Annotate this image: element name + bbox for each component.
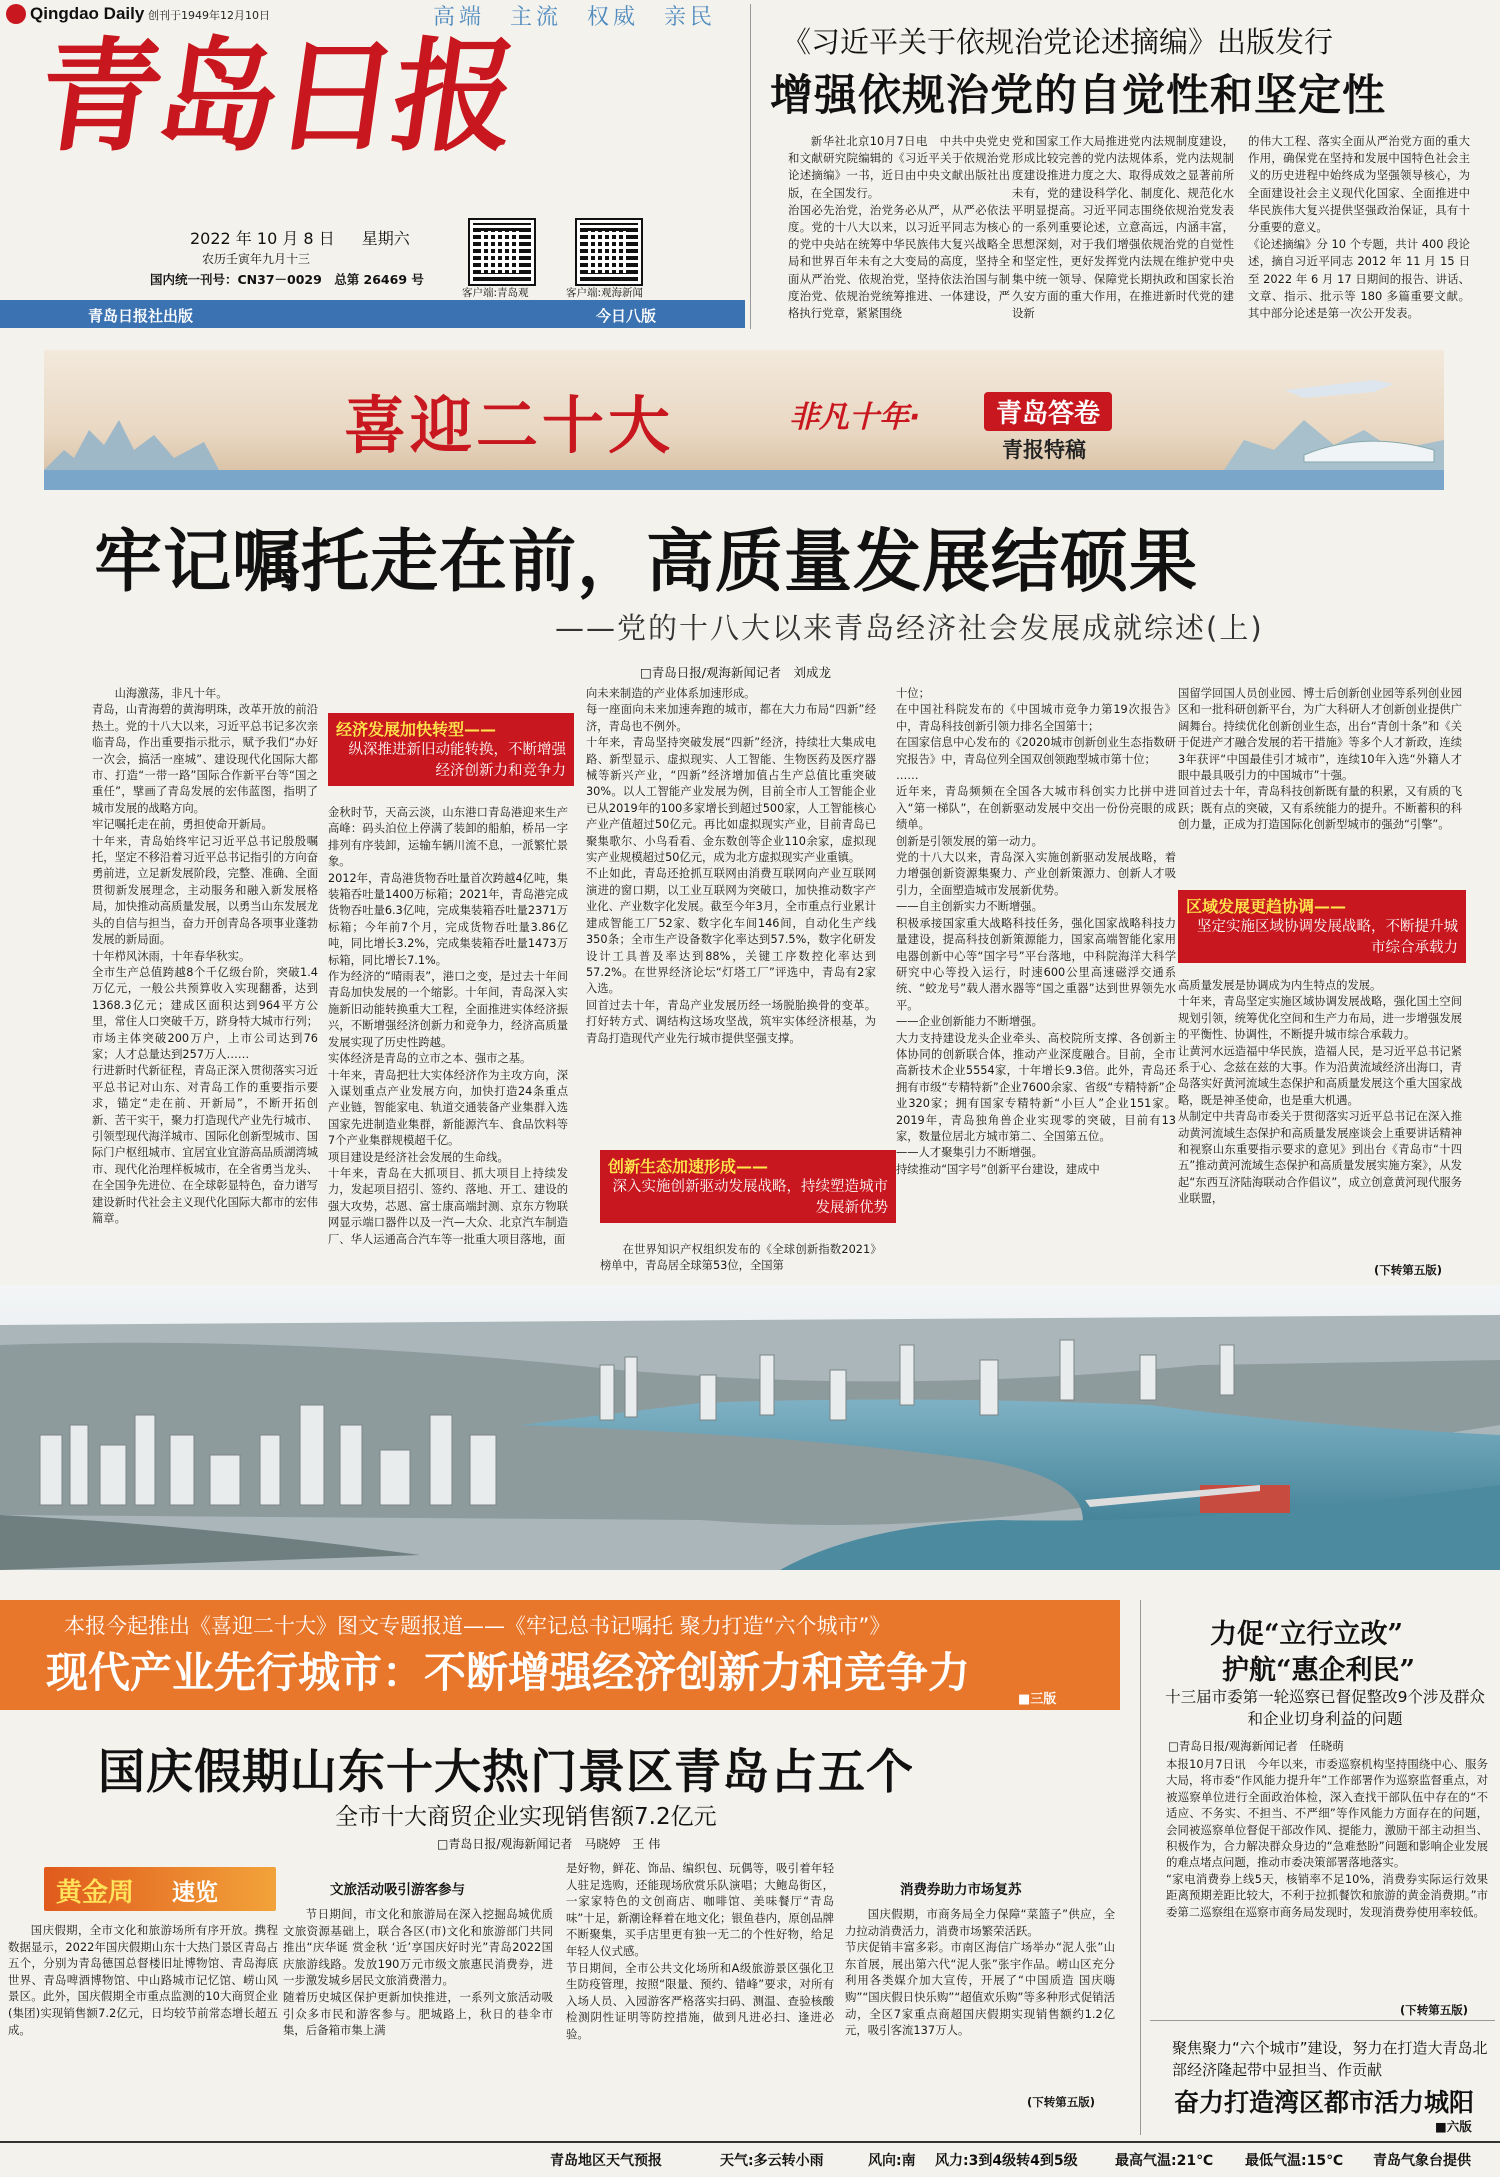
- weather-low: 最低气温:15℃: [1245, 2153, 1344, 2169]
- weather-bar: [0, 2141, 1500, 2177]
- side-subhead: 十三届市委第一轮巡察已督促整改9个涉及群众和企业切身利益的问题: [1165, 1688, 1485, 1728]
- holiday-col-1: 国庆假期，全市文化和旅游场所有序开放。携程数据显示，2022年国庆假期山东十大热门景区青岛占五个，分别为青岛德国总督楼旧址博物馆、青岛海底世界、青岛啤酒博物馆、中山路城市记忆馆、崂山风景区。此外，国庆假期全市重点监测的10大商贸企业(集团)实现销售额7.2亿元，日均较节前常态增长超五成。: [8, 1923, 278, 2037]
- side-box-page: ■六版: [1435, 2119, 1472, 2134]
- issn: 国内统一刊号：CN37－0029: [150, 272, 322, 287]
- lead-byline: □青岛日报/观海新闻记者 刘成龙: [640, 665, 832, 680]
- masthead-en-name: Qingdao Daily: [30, 4, 145, 23]
- banner-skyline: [44, 350, 1444, 490]
- weather-source: 青岛气象台提供: [1373, 2153, 1471, 2169]
- lead-col-3: 向未来制造的产业体系加速形成。 每一座面向未来加速奔跑的城市，都在大力布局“四新”经济，青岛也不例外。 十年来，青岛坚持突破发展“四新”经济，持续壮大集成电路、新型显示、虚拟现实、人工智能、生物医药及医疗器械等新兴产业，“四新”经济增加值占生产总值比重突破30%。以人工智能产业发展为例，目前全市人工智能企业已从2019年的100多家增长到超过500家，人工智能核心产业产值超过50亿元。再比如虚拟现实产业，目前青岛已聚集歌尔、小鸟看看、金东数创等企业110余家，虚拟现实产业规模超过50亿元，成为北方虚拟现实产业重镇。 不止如此，青岛还抢抓互联网由消费互联网向产业互联网演进的窗口期，以工业互联网为突破口，加快推动数字产业化、产业数字化发展。截至今年3月，全市重点行业累计建成智能工厂52家、数字化车间146间，自动化生产线350条；全市生产设备数字化率达到57.5%，数字化研发设计工具普及率达到88%，关键工序数控化率达到57.2%。在世界经济论坛“灯塔工厂”评选中，青岛有2家入选。 回首过去十年，青岛产业发展历经一场脱胎换骨的变革。打好转方式、调结构这场攻坚战，筑牢实体经济根基，为青岛打造现代产业先行城市提供坚强支撑。: [586, 687, 876, 1045]
- masthead-logo-badge: [6, 4, 26, 24]
- side-story: [1150, 1600, 1495, 2020]
- weather-wind-direction: 风向:南: [868, 2153, 916, 2169]
- city-photo: [0, 1285, 1500, 1570]
- slogan-3: 权威: [587, 5, 640, 30]
- lead-section-3-subtitle: 坚定实施区域协调发展战略，不断提升城市综合承载力: [1197, 919, 1458, 956]
- lead-col-2: 金秋时节，天高云淡，山东港口青岛港迎来生产高峰：码头泊位上停满了装卸的船舶，桥吊一字排列有序装卸，运输车辆川流不息，一派繁忙景象。 2012年，青岛港货物吞吐量首次跨越4亿吨，集装箱吞吐量1400万标箱；2021年，青岛港完成货物吞吐量6.3亿吨，完成集装箱吞吐量2371万标箱；今年前7个月，完成货物吞吐量3.86亿吨，同比增长3.2%，完成集装箱吞吐量1473万标箱，同比增长7.1%。 作为经济的“晴雨表”，港口之变，是过去十年间青岛加快发展的一个缩影。十年间，青岛深入实施新旧动能转换重大工程，全面推进实体经济振兴，不断增强经济创新力和竞争力，经济高质量发展实现了历史性跨越。 实体经济是青岛的立市之本、强市之基。 十年来，青岛把壮大实体经济作为主攻方向，深入谋划重点产业发展方向，加快打造24条重点产业链，智能家电、轨道交通装备产业集群入选国家先进制造业集群，新能源汽车、食品饮料等7个产业集群规模超千亿。 项目建设是经济社会发展的生命线。 十年来，青岛在大抓项目、抓大项目上持续发力，发起项目招引、签约、落地、开工、建设的强大攻势，芯恩、富士康高端封测、京东方物联网显示端口器件以及一汽—大众、北京汽车制造厂、华人运通高合汽车等一批重大项目落地，面: [328, 806, 568, 1246]
- holiday-byline: □青岛日报/观海新闻记者 马晓婷 王 伟: [437, 1837, 661, 1851]
- holiday-col-2: 节日期间，市文化和旅游局在深入挖掘岛城优质文旅资源基础上，联合各区(市)文化和旅游部门共同推出“庆华诞 赏金秋 ‘近’享国庆好时光”青岛2022国庆旅游线路。发放190万元市级文旅惠民消费券，进一步激发城乡居民文旅消费潜力。 随着历史城区保护更新加快推进，一系列文旅活动吸引众多市民和游客参与。肥城路上，秋日的巷伞市集，后备箱市集上满: [283, 1907, 553, 2038]
- qr2-label: 客户端:观海新闻: [566, 287, 644, 299]
- holiday-subhead-b: 消费券助力市场复苏: [900, 1882, 1022, 1898]
- side-byline: □青岛日报/观海新闻记者 任晓萌: [1168, 1739, 1344, 1753]
- top-story: [760, 0, 1490, 330]
- banner-title: 喜迎二十大: [344, 389, 675, 462]
- top-story-kicker: 《习近平关于依规治党论述摘编》出版发行: [782, 25, 1334, 59]
- lead-section-2-title: 创新生态加速形成——: [608, 1157, 769, 1176]
- weather-high: 最高气温:21℃: [1115, 2153, 1214, 2169]
- holiday-col-4: 国庆假期，市商务局全力保障“菜篮子”供应，全力拉动消费活力，消费市场繁荣活跃。 节庆促销丰富多彩。市南区海信广场举办“泥人张”山东首展，展出第六代“泥人张”张宇作品。崂山区充分利用各类媒介加大宣传，开展了“中国质造 国庆嗨购”“国庆假日快乐购”“超值欢乐购”等多种形式促销活动，全区7家重点商超国庆假期实现销售额约1.2亿元，吸引客流137万人。: [845, 1907, 1115, 2038]
- lead-section-1-title: 经济发展加快转型——: [336, 720, 497, 739]
- lead-section-2: [600, 1150, 896, 1223]
- issue-date: 2022 年 10 月 8 日: [190, 229, 335, 248]
- masthead-lunar: 农历壬寅年九月十三: [202, 252, 311, 266]
- top-story-col-2: 党和国家工作大局推进党内法规制度建设，形成比较完善的党内法规体系，党内法规制度建设推进力度之大、取得成效之显著前所未有，党的建设科学化、制度化、规范化水平明显提高。习近平同志围绕依规治党发表的一系列重要论述，立意高远，内涵丰富，思想深刻，对于我们增强依规治党的自觉性和坚定性，更好发挥党内法规在维护党中央集中统一领导、保障党长期执政和国家长治久安方面的重大作用，在推进新时代党的建设新: [1012, 134, 1234, 321]
- lead-section-3-title: 区域发展更趋协调——: [1186, 897, 1347, 916]
- masthead-title: 青岛日报: [29, 24, 523, 168]
- qr-code-2[interactable]: [577, 220, 641, 284]
- lead-section-2-subtitle: 深入实施创新驱动发展战略，持续塑造城市发展新优势: [612, 1179, 888, 1216]
- holiday-subhead-a: 文旅活动吸引游客参与: [330, 1882, 465, 1898]
- weather-label: 青岛地区天气预报: [550, 2153, 662, 2169]
- golden-week-logo: [44, 1867, 276, 1911]
- total-number: 总第 26469 号: [334, 272, 424, 287]
- masthead-founded: 创刊于1949年12月10日: [148, 9, 270, 22]
- promo-line-2: 现代产业先行城市：不断增强经济创新力和竞争力: [46, 1648, 971, 1697]
- lead-col-4: 十位； 在中国社科院发布的《中国城市竞争力第19次报告》中，青岛科技创新引领力排名全国第十； 在国家信息中心发布的《2020城市创新创业生态指数研究报告》中，青岛位列全国双创领跑型城市第十位； …… 近年来，青岛频频在全国各大城市科创实力比拼中进入“第一梯队”，在创新驱动发展中交出一份份亮眼的成绩单。 创新是引领发展的第一动力。 党的十八大以来，青岛深入实施创新驱动发展战略，着力增强创新资源集聚力、产业创新策源力、创新人才吸引力，全面塑造城市发展新优势。 ——自主创新实力不断增强。 积极承接国家重大战略科技任务，强化国家战略科技力量建设，提高科技创新策源能力，国家高端智能化家用电器创新中心等“国字号”平台落地，中科院海洋大科学研究中心等投入运行，时速600公里高速磁浮交通系统、“蛟龙号”载人潜水器等“国之重器”达到世界领先水平。 ——企业创新能力不断增强。 大力支持建设龙头企业牵头、高校院所支撑、各创新主体协同的创新联合体，推动产业深度融合。目前，全市高新技术企业5554家，十年增长9.3倍。此外，青岛还拥有市级“专精特新”企业7600余家、省级“专精特新”企业320家；拥有国家专精特新“小巨人”企业151家。2019年，青岛独角兽企业实现零的突破，目前有13家，数量位居北方城市第二、全国第五位。 ——人才聚集引力不断增强。 持续推动“国字号”创新平台建设，建成中: [896, 687, 1176, 1176]
- side-continued: (下转第五版): [1400, 2003, 1469, 2017]
- banner-sub-3: 青报特稿: [1002, 438, 1086, 462]
- publisher: 青岛日报社出版: [88, 307, 194, 325]
- lead-col-5: 国留学回国人员创业园、博士后创新创业园等系列创业园区和一批科研创新平台，为广大科研人才创新创业提供广阔舞台。持续优化创新创业生态，出台“青创十条”和《关于促进产才融合发展的若干措施》等多个人才新政，连续3年获评“中国最佳引才城市”，连续10年入选“外籍人才眼中最具吸引力的中国城市”十强。 回首过去十年，青岛科技创新既有量的积累，又有质的飞跃；既有点的突破，又有系统能力的提升。不断蓄积的科创力量，正成为打造国际化创新型城市的强劲“引擎”。: [1178, 687, 1462, 832]
- promo-banner[interactable]: [0, 1600, 1120, 1710]
- banner-sub-1: 非凡十年·: [789, 400, 921, 435]
- issue-weekday: 星期六: [361, 229, 410, 248]
- golden-week-logo-label: 速览: [172, 1880, 218, 1906]
- lead-col-5b: 高质量发展是协调成为内生特点的发展。 十年来，青岛坚定实施区域协调发展战略，强化国土空间规划引领，统筹优化空间和生产力布局，进一步增强发展的平衡性、协调性，不断提升城市综合承载力。 让黄河水远造福中华民族，造福人民，是习近平总书记紧系于心、念兹在兹的大事。作为沿黄流域经济出海口，青岛落实好黄河流域生态保护和高质量发展这个重大国家战略，既是神圣使命，也是重大机遇。 从制定中共青岛市委关于贯彻落实习近平总书记在深入推动黄河流域生态保护和高质量发展座谈会上重要讲话精神和视察山东重要指示要求的意见》到出台《青岛市“十四五”推动黄河流域生态保护和高质量发展实施方案》，从发起“东西互济陆海联动合作倡议”，成立创意黄河现代服务业联盟，: [1178, 979, 1462, 1206]
- lead-section-1-subtitle: 纵深推进新旧动能转换，不断增强经济创新力和竞争力: [348, 742, 566, 779]
- publisher-bar: [0, 300, 745, 328]
- top-story-col-3: 的伟大工程、落实全面从严治党方面的重大作用，确保党在坚持和发展中国特色社会主义的历史进程中始终成为坚强领导核心，为全面建设社会主义现代化国家、全面推进中华民族伟大复兴提供坚强政治保证，具有十分重要的意义。 《论述摘编》分 10 个专题，共计 400 段论述，摘自习近平同志 2012 年 11 月 15 日至 2022 年 6 月 17 日期间的报告、讲话、文章、指示、批示等 180 多篇重要文献。其中部分论述是第一次公开发表。: [1248, 134, 1470, 321]
- lead-section-1: [328, 713, 574, 786]
- side-box-headline: 奋力打造湾区都市活力城阳: [1174, 2088, 1475, 2117]
- holiday-col-3: 是好物，鲜花、饰品、编织包、玩偶等，吸引着年轻人驻足选购，还能现场欣赏乐队演唱；大鲍岛街区，一家家特色的文创商店、咖啡馆、美味餐厅“青岛味”十足，新潮诠释着在地文化；银鱼巷内，原创品牌不断聚集，买手店里更有独一无二的个性好物，给足年轻人仪式感。 节日期间，全市公共文化场所和A级旅游景区强化卫生防疫管理，按照“限量、预约、错峰”要求，对所有入场人员、入园游客严格落实扫码、测温、查验核酸检测阴性证明等防控措施，做到凡进必扫、逢进必验。: [566, 1861, 834, 2041]
- holiday-headline: 国庆假期山东十大热门景区青岛占五个: [98, 1745, 914, 1800]
- slogan-4: 亲民: [664, 5, 717, 30]
- holiday-subhead: 全市十大商贸企业实现销售额7.2亿元: [335, 1804, 717, 1830]
- lead-col-3b: 在世界知识产权组织发布的《全球创新指数2021》榜单中，青岛居全球第53位，全国第: [600, 1243, 876, 1273]
- weather-wind-force: 风力:3到4级转4到5级: [935, 2153, 1078, 2169]
- side-head-2: 护航“惠企利民”: [1222, 1655, 1416, 1686]
- lead-subhead: ——党的十八大以来青岛经济社会发展成就综述(上): [555, 611, 1264, 645]
- side-body: 本报10月7日讯 今年以来，市委巡察机构坚持围绕中心、服务大局，将市委“作风能力提升年”工作部署作为巡察监督重点，对被巡察单位进行全面政治体检，深入查找干部队伍中存在的“不适应、不务实、不担当、不严细”等作风能力方面存在的问题，会同被巡察单位督促干部改作风、提能力，激励干部主动担当、积极作为，合力解决群众身边的“急难愁盼”问题和影响企业发展的难点堵点问题，推动市委决策部署落地落实。 “家电消费券上线5天，核销率不足10%，消费券实际运行效果距离预期差距比较大，不利于拉抓餐饮和旅游的黄金消费期。”市委第二巡察组在巡察市商务局发现时，发现消费券使用率较低。: [1166, 1757, 1488, 1919]
- golden-week-logo-text: 黄金周: [56, 1878, 135, 1908]
- masthead-date: [190, 226, 410, 249]
- promo-line-1: 本报今起推出《喜迎二十大》图文专题报道——《牢记总书记嘱托 聚力打造“六个城市”》: [64, 1614, 891, 1638]
- lead-section-3: [1178, 890, 1466, 963]
- pages-today: 今日八版: [596, 307, 657, 325]
- side-box-text: 聚焦聚力“六个城市”建设，努力在打造大青岛北部经济隆起带中显担当、作贡献: [1172, 2039, 1488, 2079]
- qr-code-1[interactable]: [470, 220, 534, 284]
- side-divider: [1140, 1600, 1141, 2135]
- qr1-label: 客户端:青岛观: [462, 287, 529, 299]
- lead-col-1: 山海激荡，非凡十年。 青岛，山青海碧的黄海明珠，改革开放的前沿热土。党的十八大以来，习近平总书记多次亲临青岛，作出重要指示批示，赋予我们“办好一次会，搞活一座城”、建设现代化国际大都市、打造“一带一路”国际合作新平台等“国之重任”，擘画了青岛发展的宏伟蓝图，指明了城市发展的战略方向。 牢记嘱托走在前，勇担使命开新局。 十年来，青岛始终牢记习近平总书记殷殷嘱托，坚定不移沿着习近平总书记指引的方向奋勇前进，立足新发展阶段，完整、准确、全面贯彻新发展理念，主动服务和融入新发展格局，加快推动高质量发展，以勇当山东发展龙头的自信与担当，奋力开创青岛各项事业蓬勃发展的新局面。 十年栉风沐雨，十年春华秋实。 全市生产总值跨越8个千亿级台阶，突破1.4万亿元，一般公共预算收入实现翻番，达到1368.3亿元；建成区面积达到964平方公里，常住人口突破千万，跻身特大城市行列；市场主体突破200万户，上市公司达到76家；人才总量达到257万人…… 行进新时代新征程，青岛正深入贯彻落实习近平总书记对山东、对青岛工作的重要指示要求，锚定“走在前、开新局”，不断开拓创新、苦干实干，聚力打造现代产业先行城市、引领型现代海洋城市、国际化创新型城市、国际门户枢纽城市、宜居宜业宜游高品质湖湾城市、现代化治理样板城市，在全省勇当龙头、在全国争先进位、在全球彰显特色，奋力谱写建设新时代社会主义现代化国际大都市的宏伟篇章。: [92, 687, 318, 1225]
- top-story-col-1: 新华社北京10月7日电 中共中央党史和文献研究院编辑的《习近平关于依规治党论述摘编》一书，近日由中央文献出版社出版，在全国发行。 治国必先治党，治党务必从严，从严必依法度。党的十八大以来，以习近平同志为核心的党中央站在统筹中华民族伟大复兴战略全局和世界百年未有之大变局的高度，坚持全面从严治党、依规治党，坚持依法治国与制度治党、依规治党统筹推进、一体建设，严格执行党章，紧紧围绕: [788, 134, 1010, 321]
- side-head-1: 力促“立行立改”: [1210, 1619, 1404, 1650]
- masthead-issn: [150, 270, 424, 288]
- banner: [44, 350, 1444, 490]
- slogan-1: 高端: [433, 5, 486, 30]
- banner-sub-2: 青岛答卷: [984, 392, 1112, 431]
- weather-condition: 天气:多云转小雨: [720, 2153, 824, 2169]
- lead-headline: 牢记嘱托走在前，高质量发展结硕果: [94, 522, 1199, 602]
- masthead: [0, 0, 750, 300]
- slogan-2: 主流: [510, 5, 563, 30]
- top-story-divider: [750, 4, 751, 329]
- side-box[interactable]: [1150, 2020, 1495, 2136]
- top-story-headline: 增强依规治党的自觉性和坚定性: [770, 71, 1386, 121]
- promo-page: ■三版: [1018, 1692, 1057, 1707]
- lead-continued: (下转第五版): [1374, 1263, 1443, 1277]
- holiday-continued: (下转第五版): [1027, 2095, 1096, 2109]
